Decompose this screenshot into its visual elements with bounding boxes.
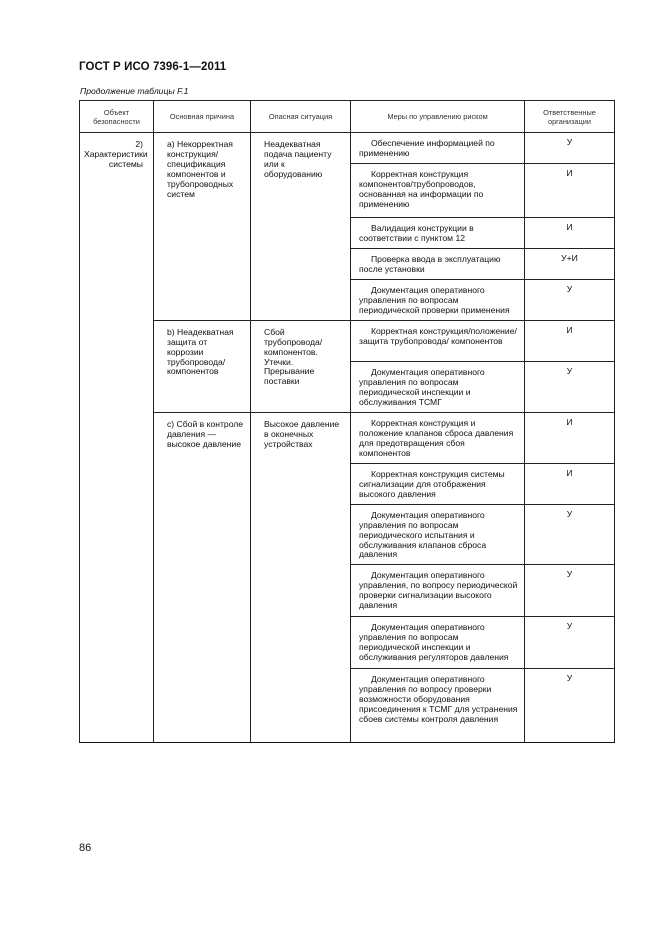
col-header-object: Объект безопасности — [80, 101, 154, 133]
measure-cell — [351, 133, 525, 164]
document-header: ГОСТ Р ИСО 7396-1—2011 — [79, 61, 227, 73]
col-header-cause: Основная причина — [154, 101, 251, 133]
situation-cell: Неадекватная подача пациенту или к оборудованию — [251, 133, 351, 321]
organization-cell: У — [525, 133, 615, 164]
organization-cell: У — [525, 279, 615, 320]
measure-text: Корректная конструкция/положение/защита трубопровода/ компонентов — [359, 325, 517, 346]
measure-cell — [351, 320, 525, 361]
situation-cell: Высокое давление в оконечных устройствах — [251, 412, 351, 743]
col-header-measures: Меры по управлению риском — [351, 101, 525, 133]
measure-cell — [351, 669, 525, 743]
measure-cell — [351, 412, 525, 463]
organization-cell: И — [525, 164, 615, 218]
measure-text: Документация оперативного управления по вопросам периодической инспекции и обслуживания регуляторов давления — [359, 622, 509, 663]
measure-text: Корректная конструкция системы сигнализации для отображения высокого давления — [359, 468, 505, 499]
organization-cell: И — [525, 463, 615, 504]
measure-cell — [351, 218, 525, 249]
organization-cell: У — [525, 669, 615, 743]
organization-cell: И — [525, 412, 615, 463]
cause-cell: b) Неадекватная защита от коррозии трубопровода/ компонентов — [154, 320, 251, 412]
organization-cell: У — [525, 504, 615, 565]
measure-cell — [351, 279, 525, 320]
measure-text: Проверка ввода в эксплуатацию после установки — [359, 253, 501, 274]
measure-text: Корректная конструкция и положение клапанов сброса давления для предотвращения сбоя компонентов — [359, 417, 514, 458]
measure-text: Документация оперативного управления по вопросу проверки возможности оборудования присоединения к ТСМГ для устранения сбоев системы контроля давления — [359, 674, 518, 724]
measure-cell — [351, 565, 525, 617]
measure-text: Документация оперативного управления по вопросам периодического испытания и обслуживания клапанов сброса давления — [359, 509, 487, 560]
measure-cell — [351, 617, 525, 669]
page-number: 86 — [79, 842, 92, 854]
measure-cell — [351, 504, 525, 565]
table-caption: Продолжение таблицы F.1 — [80, 86, 189, 96]
safety-object-cell: 2) Характеристики системы — [80, 133, 154, 743]
table-body — [80, 133, 615, 743]
measure-text: Документация оперативного управления по вопросам периодической инспекции и обслуживания ТСМГ — [359, 366, 485, 407]
organization-cell: У+И — [525, 248, 615, 279]
measure-cell — [351, 164, 525, 218]
organization-cell: И — [525, 320, 615, 361]
situation-cell: Сбой трубопровода/ компонентов. Утечки. Прерывание поставки — [251, 320, 351, 412]
measure-cell — [351, 248, 525, 279]
risk-table — [79, 100, 615, 743]
measure-text: Документация оперативного управления по вопросам периодической проверки применения — [359, 284, 510, 315]
table-header-row — [80, 101, 615, 133]
measure-cell — [351, 463, 525, 504]
measure-text: Валидация конструкции в соответствии с пунктом 12 — [359, 223, 474, 243]
cause-cell: a) Некорректная конструкция/ спецификация компонентов и трубопроводных систем — [154, 133, 251, 321]
col-header-organizations: Ответственные организации — [525, 101, 615, 133]
organization-cell: У — [525, 565, 615, 617]
cause-cell: c) Сбой в контроле давления — высокое давление — [154, 412, 251, 743]
organization-cell: У — [525, 617, 615, 669]
table-row — [80, 320, 615, 361]
measure-text: Документация оперативного управления, по вопросу периодической проверки сигнализации высокого давления — [359, 570, 518, 611]
measure-cell — [351, 361, 525, 412]
measure-text: Корректная конструкция компонентов/трубопроводов, основанная на информации по применению — [359, 169, 484, 209]
organization-cell: У — [525, 361, 615, 412]
col-header-situation: Опасная ситуация — [251, 101, 351, 133]
organization-cell: И — [525, 218, 615, 249]
table-row — [80, 133, 615, 164]
measure-text: Обеспечение информацией по применению — [359, 138, 495, 158]
table-row — [80, 412, 615, 463]
